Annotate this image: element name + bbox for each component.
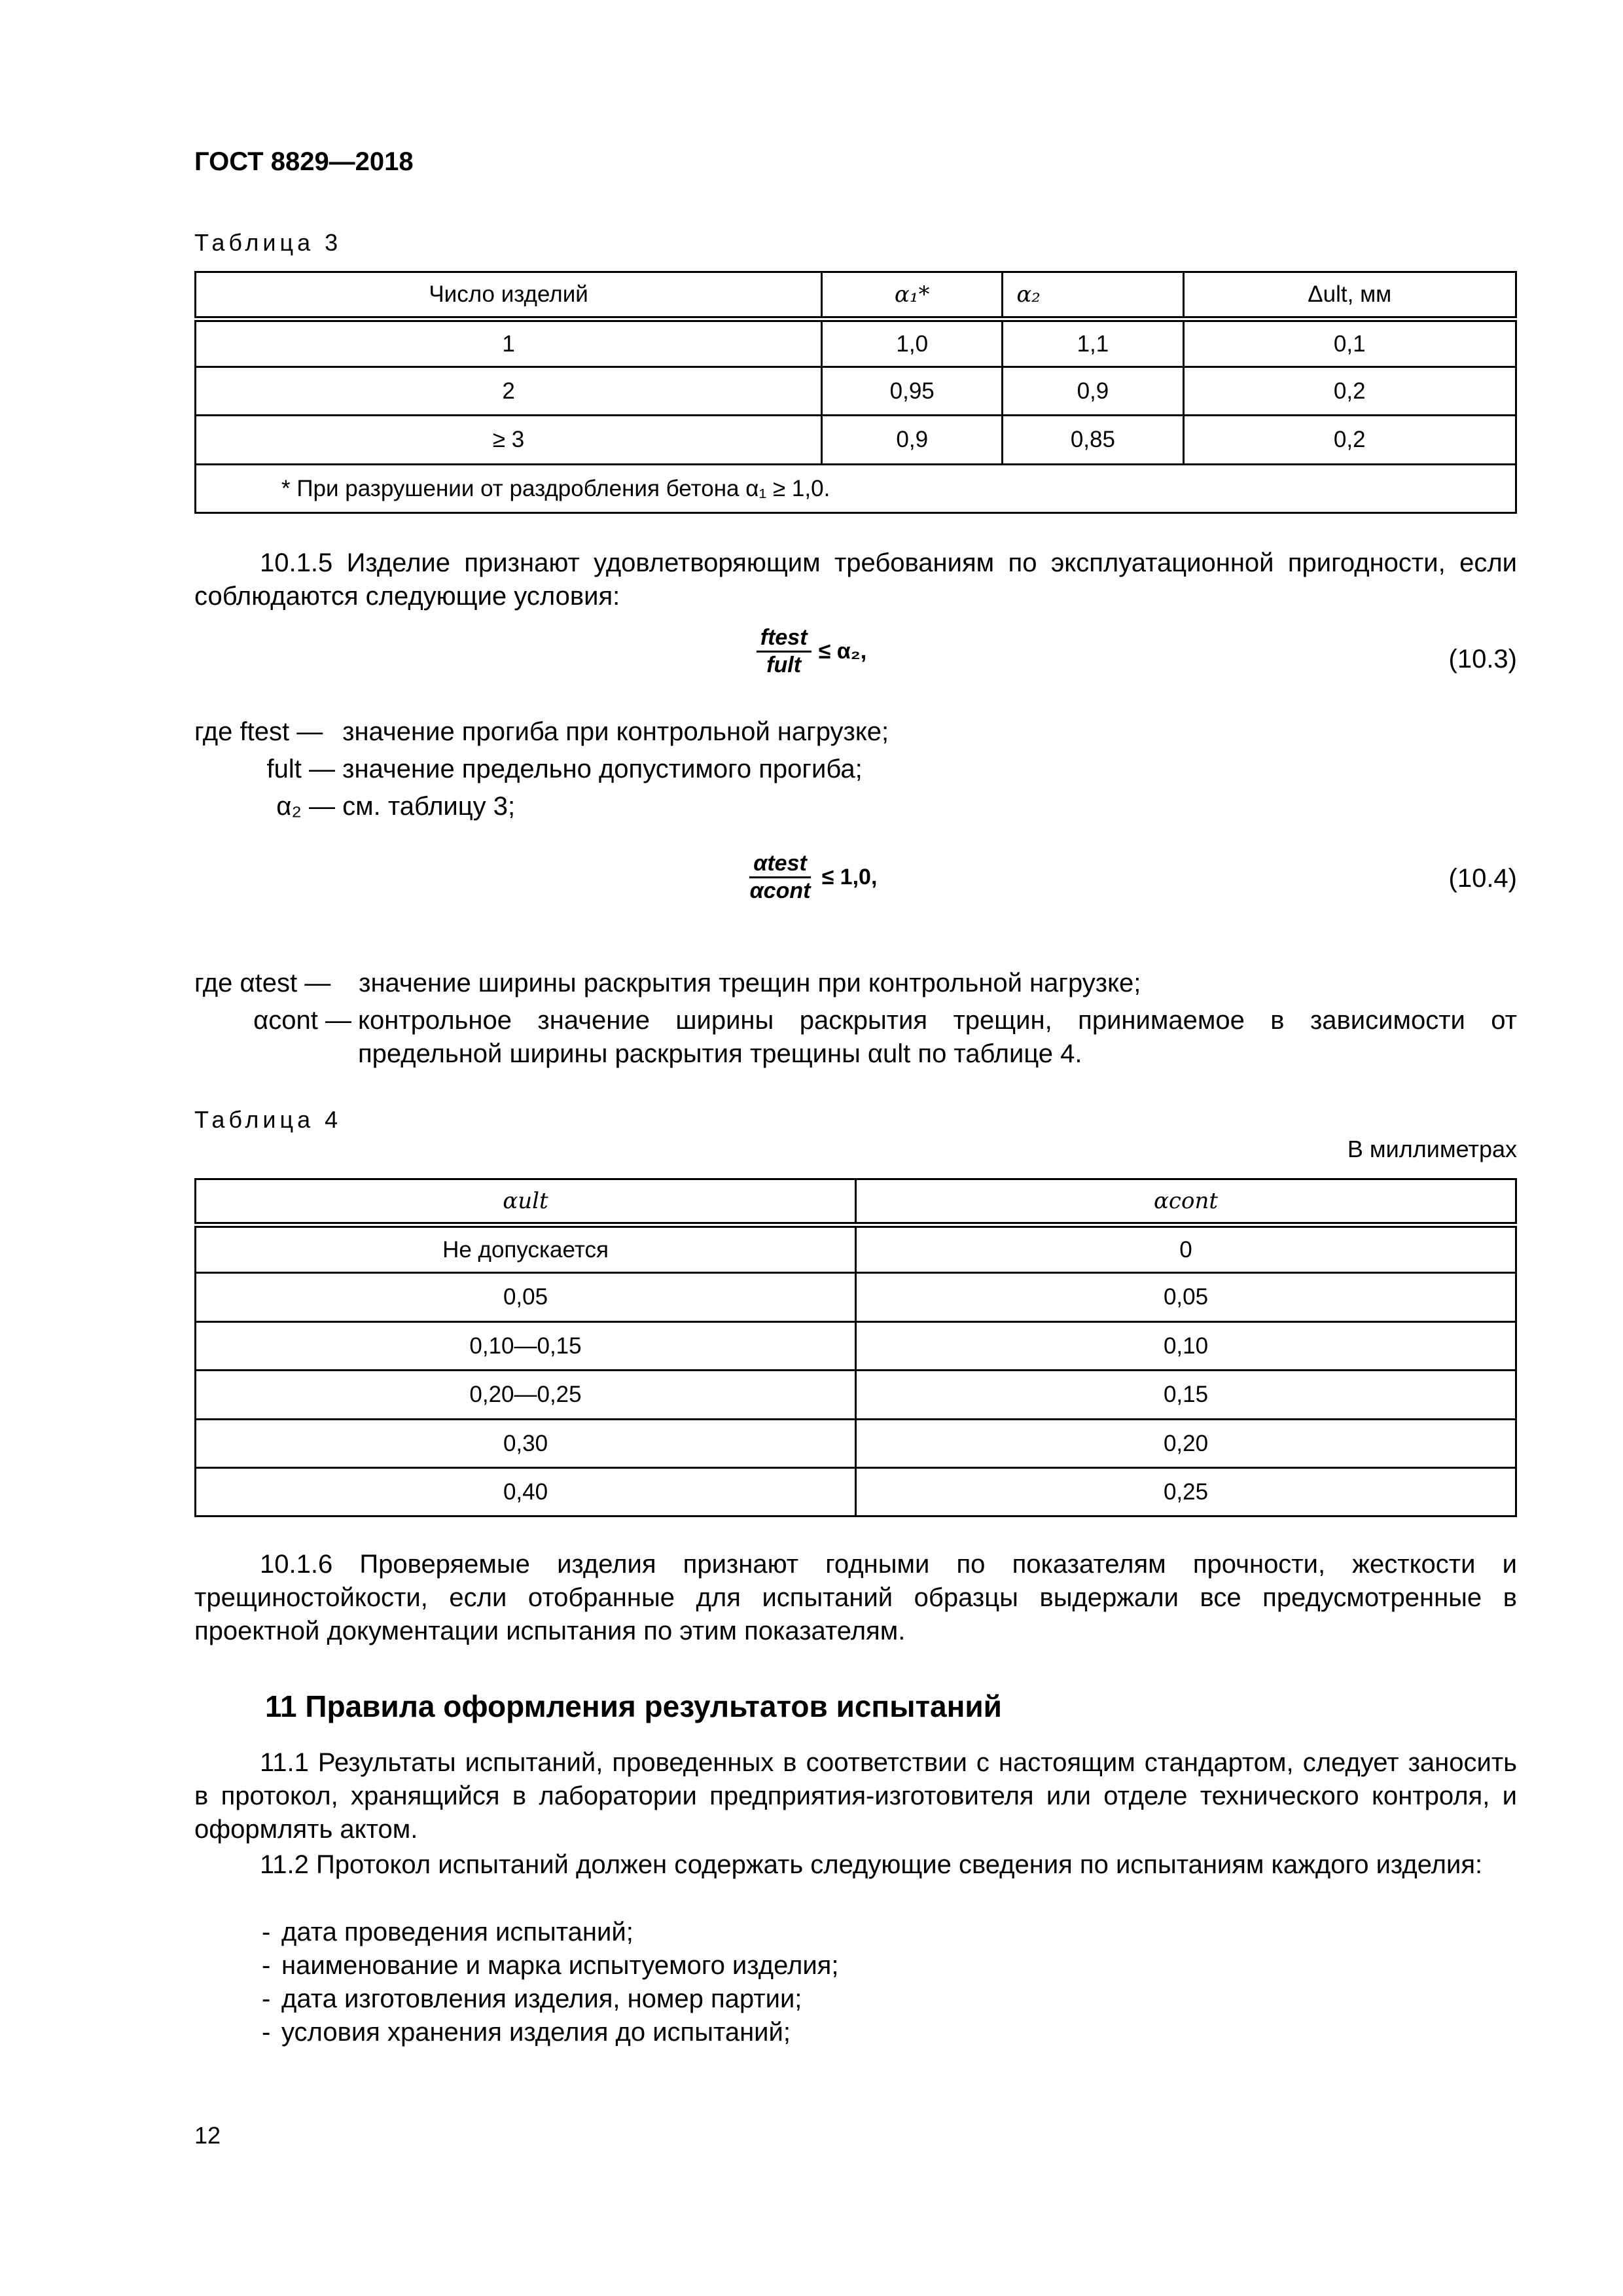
equation-10-4 bbox=[0, 851, 1623, 904]
definition: значение ширины раскрытия трещин при контрольной нагрузке; bbox=[359, 969, 1141, 997]
header-cell: Δult, мм bbox=[1183, 272, 1516, 319]
cell: 0 bbox=[856, 1225, 1516, 1273]
cell: 0,05 bbox=[856, 1273, 1516, 1322]
table-header-row bbox=[196, 1179, 1516, 1225]
list-item: - условия хранения изделия до испытаний; bbox=[262, 2018, 791, 2047]
cell: 0,40 bbox=[196, 1468, 856, 1516]
header-cell: α₂ bbox=[1003, 272, 1183, 319]
definition: см. таблицу 3; bbox=[342, 792, 516, 821]
cell: 0,10 bbox=[856, 1322, 1516, 1371]
equation-10-3 bbox=[0, 625, 1623, 678]
cell: 0,20—0,25 bbox=[196, 1371, 856, 1420]
table-footnote-row bbox=[196, 465, 1516, 513]
equation-rhs: ≤ 1,0, bbox=[821, 865, 878, 890]
document-header: ГОСТ 8829—2018 bbox=[194, 147, 414, 176]
cell: 0,05 bbox=[196, 1273, 856, 1322]
header-cell: αult bbox=[196, 1179, 856, 1225]
table-row bbox=[196, 416, 1516, 465]
cell: Не допускается bbox=[196, 1225, 856, 1273]
header-cell: αcont bbox=[856, 1179, 1516, 1225]
cell: 0,9 bbox=[1003, 367, 1183, 416]
where-list-1 bbox=[194, 715, 889, 823]
paragraph-10-1-6: 10.1.6 Проверяемые изделия признают годными по показателям прочности, жесткости и трещиностойкости, если отобранные для испытаний образцы выдержали все предусмотренные в проектной документации испытания по этим показателям. bbox=[194, 1550, 1517, 1645]
denominator: fult bbox=[766, 653, 802, 677]
cell: 0,25 bbox=[856, 1468, 1516, 1516]
fraction bbox=[757, 625, 812, 678]
cell: 0,1 bbox=[1183, 319, 1516, 367]
table-row bbox=[196, 319, 1516, 367]
cell: 0,9 bbox=[822, 416, 1003, 465]
page-number: 12 bbox=[194, 2122, 221, 2149]
where-item bbox=[194, 967, 1517, 1000]
symbol: αcont — bbox=[253, 1006, 351, 1035]
cell: 0,30 bbox=[196, 1420, 856, 1468]
symbol: α₂ — bbox=[276, 792, 335, 821]
cell: ≥ 3 bbox=[196, 416, 822, 465]
numerator: ftest bbox=[757, 625, 812, 653]
table-row bbox=[196, 1468, 1516, 1516]
table-row bbox=[196, 1225, 1516, 1273]
cell: 0,15 bbox=[856, 1371, 1516, 1420]
table-header-row bbox=[196, 272, 1516, 319]
table4-caption: Таблица 4 bbox=[194, 1106, 342, 1133]
paragraph-10-1-5: 10.1.5 Изделие признают удовлетворяющим требованиям по эксплуатационной пригодности, если соблюдаются следующие условия: bbox=[194, 548, 1517, 611]
paragraph-11-2: 11.2 Протокол испытаний должен содержать следующие сведения по испытаниям каждого изделия: bbox=[260, 1850, 1483, 1879]
symbol: где ftest — bbox=[194, 717, 323, 746]
cell: 1,0 bbox=[822, 319, 1003, 367]
bullet-list bbox=[262, 1916, 838, 2049]
header-cell: α₁* bbox=[822, 272, 1003, 319]
list-item: - дата проведения испытаний; bbox=[262, 1918, 633, 1946]
list-item: - наименование и марка испытуемого изделия; bbox=[262, 1951, 839, 1980]
equation-number: (10.4) bbox=[1448, 864, 1517, 893]
cell: 0,2 bbox=[1183, 367, 1516, 416]
cell: 0,2 bbox=[1183, 416, 1516, 465]
table3-caption: Таблица 3 bbox=[194, 229, 342, 256]
cell: 0,95 bbox=[822, 367, 1003, 416]
table-row bbox=[196, 1273, 1516, 1322]
paragraph-11-1: 11.1 Результаты испытаний, проведенных в соответствии с настоящим стандартом, следует заносить в протокол, хранящийся в лаборатории предприятия-изготовителя или отделе технического контроля, и оформлять актом. bbox=[194, 1748, 1517, 1844]
symbol: где αtest — bbox=[194, 969, 331, 997]
where-item bbox=[194, 1004, 1517, 1071]
list-item: - дата изготовления изделия, номер партии; bbox=[262, 1984, 802, 2013]
table-footnote: * При разрушении от раздробления бетона α₁ ≥ 1,0. bbox=[196, 465, 1516, 513]
cell: 0,85 bbox=[1003, 416, 1183, 465]
list-item-text: дата изготовления изделия, номер партии; bbox=[281, 1984, 802, 2013]
where-item bbox=[194, 715, 889, 749]
where-list-2 bbox=[194, 967, 1517, 1071]
cell: 1,1 bbox=[1003, 319, 1183, 367]
denominator: αcont bbox=[749, 878, 811, 903]
where-item bbox=[194, 753, 889, 786]
definition: контрольное значение ширины раскрытия трещин, принимаемое в зависимости от предельной ширины раскрытия трещины αult по таблице 4. bbox=[358, 1006, 1517, 1068]
table-row bbox=[196, 1371, 1516, 1420]
cell: 2 bbox=[196, 367, 822, 416]
fraction bbox=[746, 851, 815, 904]
list-item-text: наименование и марка испытуемого изделия; bbox=[281, 1951, 839, 1980]
list-item-text: дата проведения испытаний; bbox=[281, 1918, 633, 1946]
where-item bbox=[194, 790, 889, 823]
definition: значение предельно допустимого прогиба; bbox=[342, 755, 863, 783]
equation-rhs: ≤ α₂, bbox=[818, 639, 867, 664]
table-3 bbox=[194, 271, 1517, 514]
header-cell: Число изделий bbox=[196, 272, 822, 319]
table-row bbox=[196, 1420, 1516, 1468]
section-heading: 11 Правила оформления результатов испытаний bbox=[265, 1689, 1002, 1723]
list-item-text: условия хранения изделия до испытаний; bbox=[281, 2018, 791, 2047]
table-row bbox=[196, 367, 1516, 416]
cell: 1 bbox=[196, 319, 822, 367]
equation-number: (10.3) bbox=[1448, 645, 1517, 673]
cell: 0,20 bbox=[856, 1420, 1516, 1468]
table-4 bbox=[194, 1178, 1517, 1517]
table4-units: В миллиметрах bbox=[1347, 1136, 1517, 1162]
numerator: αtest bbox=[749, 851, 811, 878]
symbol: fult — bbox=[266, 755, 335, 783]
table-row bbox=[196, 1322, 1516, 1371]
cell: 0,10—0,15 bbox=[196, 1322, 856, 1371]
definition: значение прогиба при контрольной нагрузке; bbox=[342, 717, 889, 746]
